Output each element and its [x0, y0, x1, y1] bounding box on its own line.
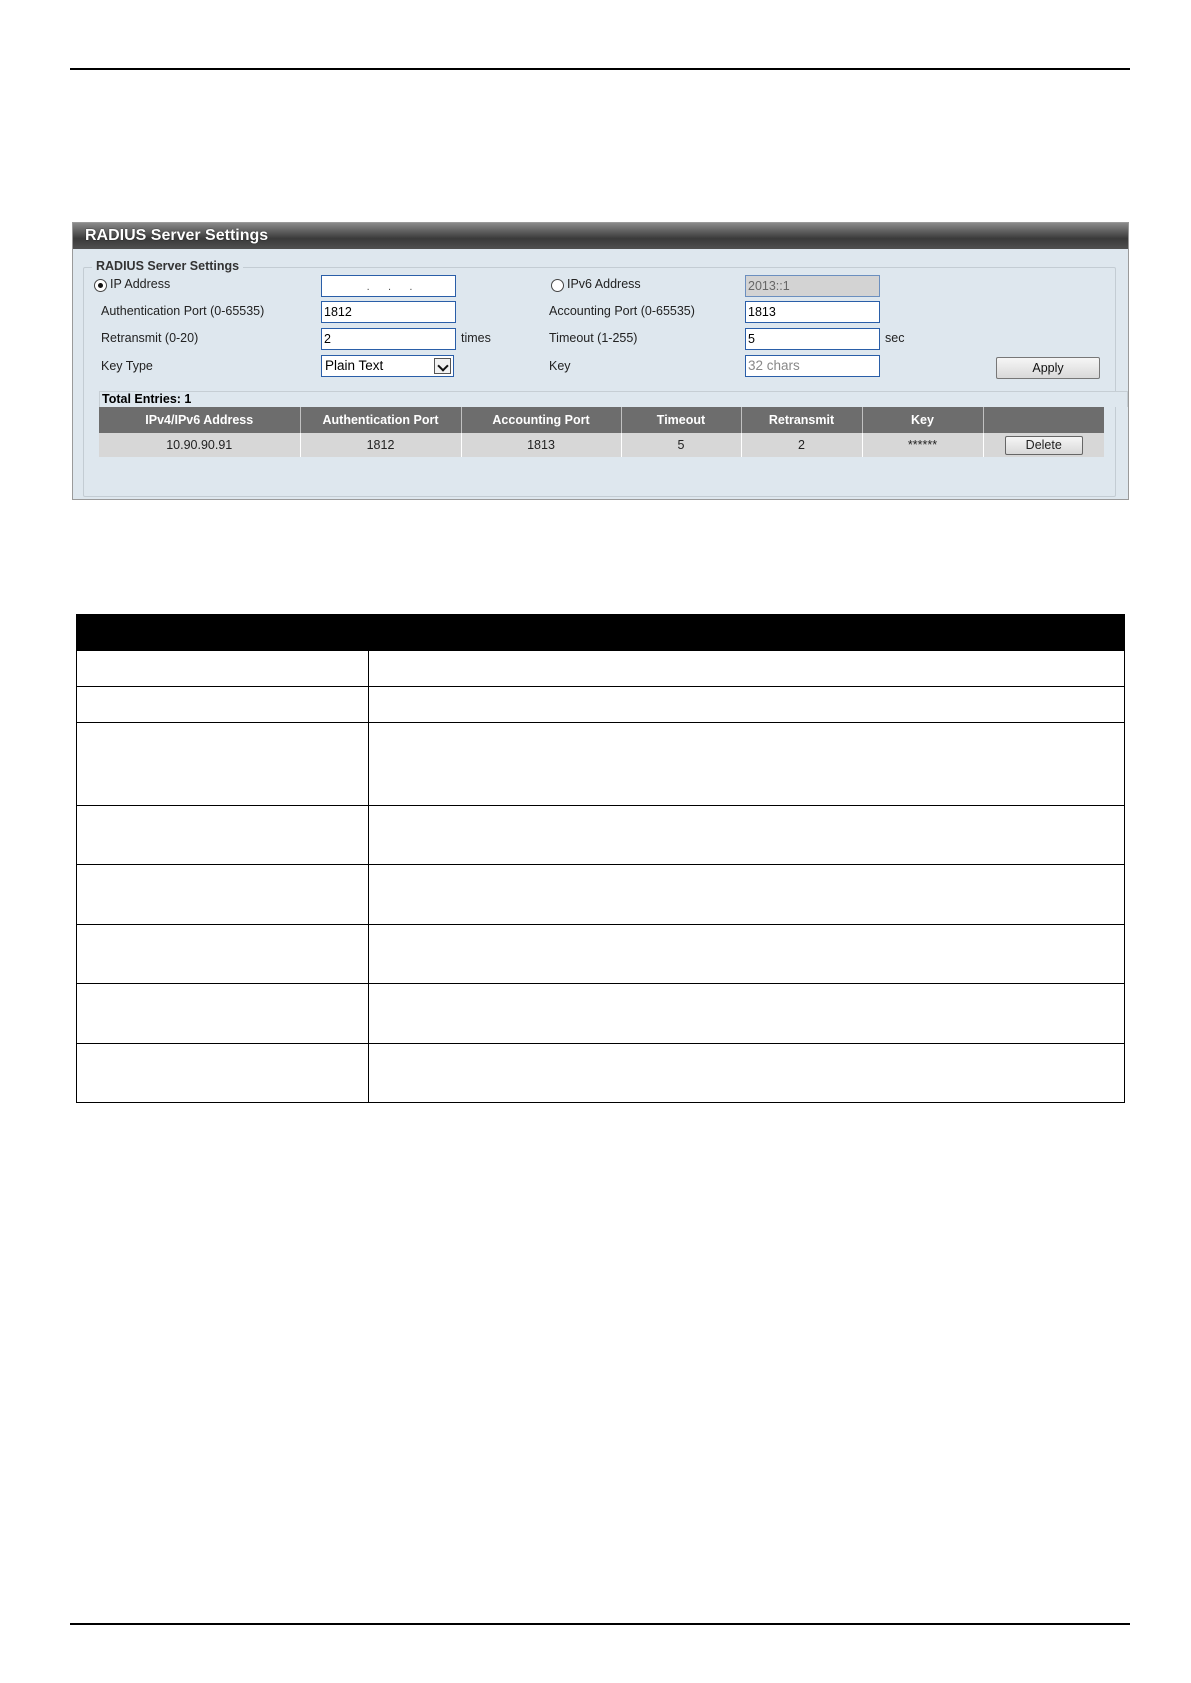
radius-server-settings-panel [72, 222, 1129, 500]
radius-server-table [99, 407, 1104, 457]
cell-action [983, 433, 1104, 457]
cell-auth-port: 1812 [300, 433, 461, 457]
ip-address-input[interactable] [321, 275, 456, 297]
col-action-header [983, 407, 1104, 433]
auth-port-label: Authentication Port (0-65535) [101, 304, 265, 318]
retransmit-unit: times [461, 331, 491, 345]
table-row [77, 806, 1125, 865]
desc-header-cell [369, 615, 1125, 651]
desc-cell [77, 925, 369, 984]
table-row [77, 984, 1125, 1044]
ip-address-label: IP Address [110, 277, 171, 291]
cell-address: 10.90.90.91 [99, 433, 300, 457]
table-row [77, 687, 1125, 723]
cell-acct-port: 1813 [461, 433, 621, 457]
timeout-input[interactable]: 5 [745, 328, 880, 350]
desc-cell [369, 984, 1125, 1044]
timeout-label: Timeout (1-255) [549, 331, 638, 345]
cell-retransmit: 2 [741, 433, 862, 457]
desc-cell [369, 651, 1125, 687]
ipv6-address-input: 2013::1 [745, 275, 880, 297]
desc-cell [77, 687, 369, 723]
table-row [77, 1044, 1125, 1103]
desc-cell [369, 925, 1125, 984]
key-input[interactable]: 32 chars [745, 355, 880, 377]
key-type-value: Plain Text [325, 358, 384, 373]
acct-port-label: Accounting Port (0-65535) [549, 304, 695, 318]
desc-cell [77, 806, 369, 865]
desc-cell [369, 806, 1125, 865]
desc-cell [77, 984, 369, 1044]
desc-cell [77, 865, 369, 925]
header-rule [70, 68, 1130, 70]
desc-header-row [77, 615, 1125, 651]
total-entries: Total Entries: 1 [99, 391, 1128, 407]
ipv6-address-radio[interactable] [551, 279, 564, 292]
apply-button[interactable]: Apply [996, 357, 1100, 379]
desc-cell [369, 723, 1125, 806]
col-auth-port-header: Authentication Port [300, 407, 461, 433]
desc-header-cell [77, 615, 369, 651]
table-row [99, 433, 1104, 457]
table-row [77, 865, 1125, 925]
desc-cell [77, 1044, 369, 1103]
ip-address-radio[interactable] [94, 279, 107, 292]
desc-cell [77, 723, 369, 806]
auth-port-input[interactable]: 1812 [321, 301, 456, 323]
cell-key: ****** [862, 433, 983, 457]
key-label: Key [549, 359, 571, 373]
panel-body [73, 249, 1128, 499]
settings-fieldset [83, 259, 1116, 497]
fieldset-legend: RADIUS Server Settings [92, 259, 243, 273]
key-type-label: Key Type [101, 359, 153, 373]
ip-address-value: . . . [366, 281, 413, 293]
table-row [77, 651, 1125, 687]
col-acct-port-header: Accounting Port [461, 407, 621, 433]
table-row [77, 723, 1125, 806]
chevron-down-icon [434, 358, 451, 374]
key-type-select[interactable] [321, 355, 454, 377]
retransmit-input[interactable]: 2 [321, 328, 456, 350]
timeout-unit: sec [885, 331, 905, 345]
footer-rule [70, 1623, 1130, 1625]
col-address-header: IPv4/IPv6 Address [99, 407, 300, 433]
parameter-description-table [76, 614, 1125, 1103]
cell-timeout: 5 [621, 433, 741, 457]
col-timeout-header: Timeout [621, 407, 741, 433]
table-row [77, 925, 1125, 984]
delete-button[interactable]: Delete [1005, 436, 1083, 455]
col-retransmit-header: Retransmit [741, 407, 862, 433]
retransmit-label: Retransmit (0-20) [101, 331, 199, 345]
desc-cell [369, 687, 1125, 723]
col-key-header: Key [862, 407, 983, 433]
desc-cell [369, 865, 1125, 925]
table-header-row [99, 407, 1104, 433]
desc-cell [369, 1044, 1125, 1103]
ipv6-address-label: IPv6 Address [567, 277, 641, 291]
acct-port-input[interactable]: 1813 [745, 301, 880, 323]
desc-cell [77, 651, 369, 687]
panel-title: RADIUS Server Settings [73, 223, 1128, 249]
